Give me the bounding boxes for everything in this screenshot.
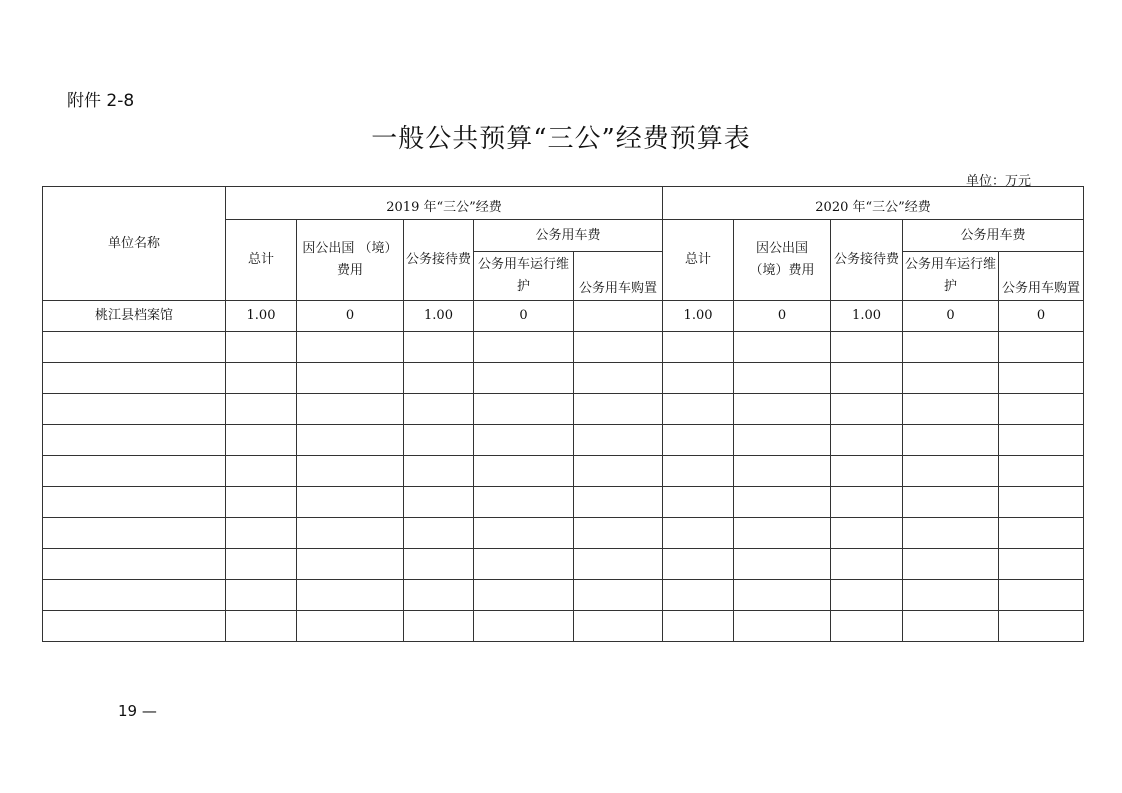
page-number: 19 — <box>118 702 157 720</box>
header-abroad-2020 <box>734 220 831 301</box>
cell-total-2019: 1.00 <box>226 301 297 332</box>
header-abroad-2019: 因公出国 （境）费用 <box>297 220 404 301</box>
cell-total-2020: 1.00 <box>663 301 734 332</box>
header-total-2020: 总计 <box>663 220 734 301</box>
cell-reception-2020: 1.00 <box>831 301 903 332</box>
header-total-2019: 总计 <box>226 220 297 301</box>
header-vehicle-purchase-2019: 公务用车购置 <box>574 252 663 301</box>
header-unit-name: 单位名称 <box>43 187 226 301</box>
empty-row <box>43 549 1084 580</box>
header-vehicle-2020: 公务用车费 <box>903 220 1084 252</box>
header-vehicle-maint-2019: 公务用车运行维护 <box>474 252 574 301</box>
cell-vehicle-maint-2020: 0 <box>903 301 999 332</box>
header-vehicle-maint-2020: 公务用车运行维护 <box>903 252 999 301</box>
header-reception-2019: 公务接待费 <box>404 220 474 301</box>
header-abroad-2020-line1: 因公出国 <box>756 241 809 256</box>
empty-row <box>43 425 1084 456</box>
attachment-label: 附件 2-8 <box>67 91 135 111</box>
cell-reception-2019: 1.00 <box>404 301 474 332</box>
empty-row <box>43 518 1084 549</box>
table-row <box>43 301 1084 332</box>
budget-table <box>42 186 1084 642</box>
empty-row <box>43 456 1084 487</box>
cell-vehicle-purchase-2020: 0 <box>999 301 1084 332</box>
cell-abroad-2019: 0 <box>297 301 404 332</box>
cell-unit-name: 桃江县档案馆 <box>43 301 226 332</box>
empty-row <box>43 580 1084 611</box>
header-abroad-2020-line2: （境）费用 <box>749 263 815 278</box>
unit-label: 单位：万元 <box>966 174 1032 189</box>
empty-row <box>43 332 1084 363</box>
header-vehicle-purchase-2020: 公务用车购置 <box>999 252 1084 301</box>
empty-row <box>43 487 1084 518</box>
header-year-2019: 2019 年“三公”经费 <box>226 187 663 220</box>
header-row-1 <box>43 187 1084 220</box>
header-year-2020: 2020 年“三公”经费 <box>663 187 1084 220</box>
empty-row <box>43 363 1084 394</box>
page-title: 一般公共预算“三公”经费预算表 <box>371 124 751 154</box>
cell-vehicle-purchase-2019 <box>574 301 663 332</box>
empty-row <box>43 611 1084 642</box>
header-vehicle-2019: 公务用车费 <box>474 220 663 252</box>
header-reception-2020: 公务接待费 <box>831 220 903 301</box>
cell-abroad-2020: 0 <box>734 301 831 332</box>
cell-vehicle-maint-2019: 0 <box>474 301 574 332</box>
empty-row <box>43 394 1084 425</box>
